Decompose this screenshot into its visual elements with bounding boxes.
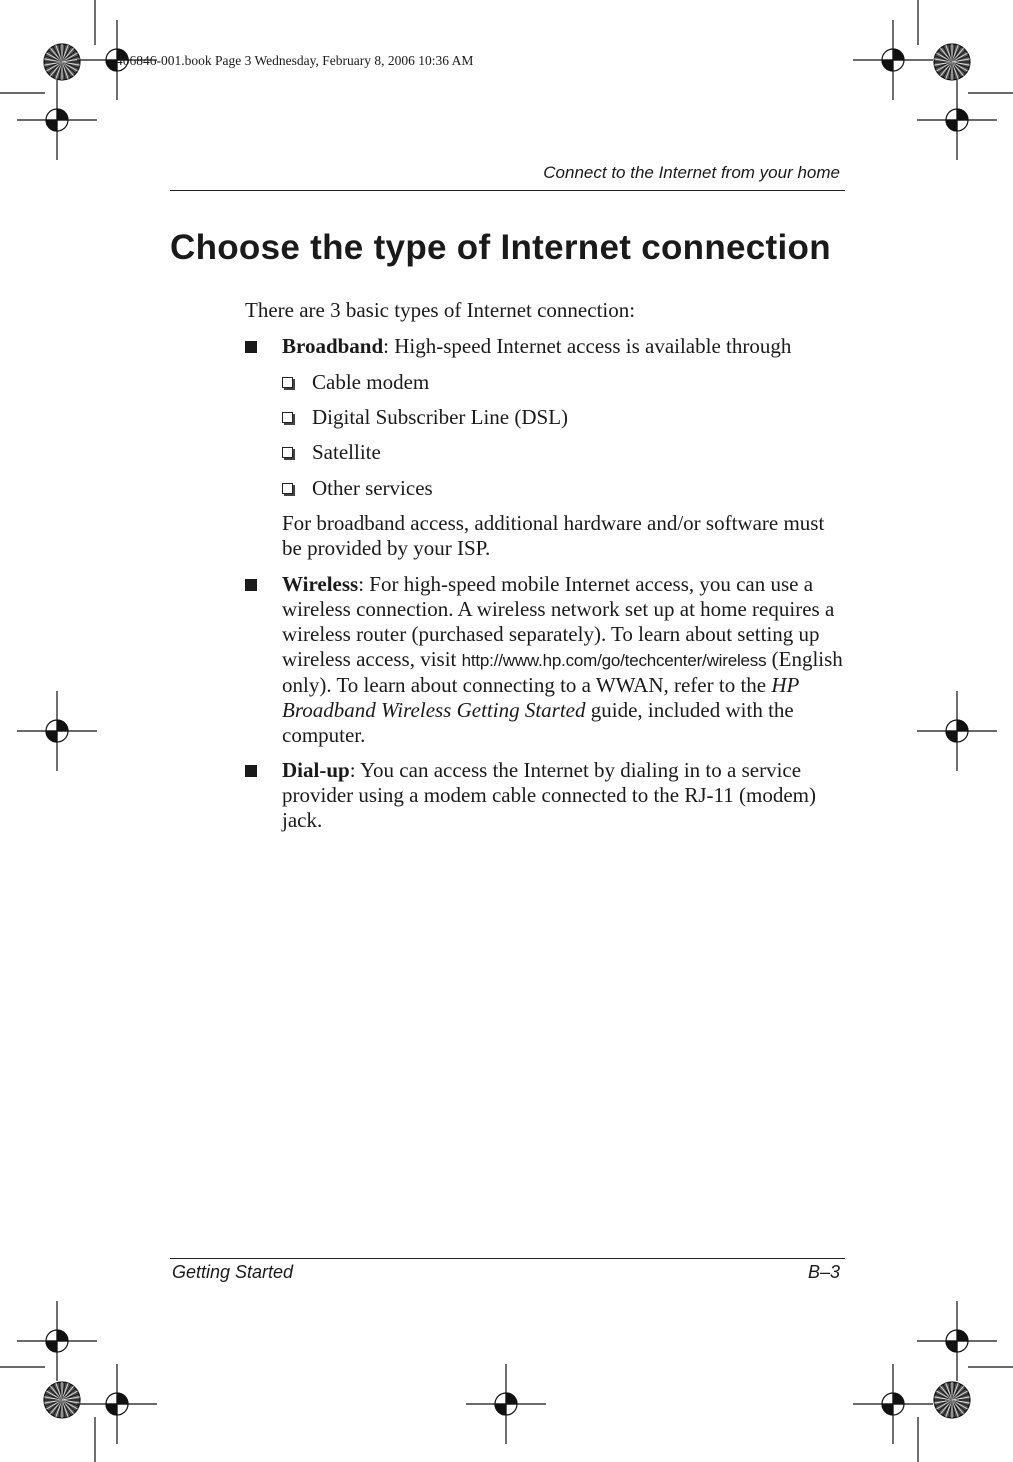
term: Broadband [282,334,384,358]
description: (English only). To learn about connecting to a WWAN, refer to the [282,647,843,697]
bullet-square-icon [245,579,257,591]
description: : For high-speed mobile Internet access, you can use a wireless connection. A wireless network set up at home requires a wireless router (purchased separately). To learn about setting up wireless access, visit [282,572,835,671]
registration-target-icon [466,1364,546,1444]
starburst-target-icon [44,1382,80,1418]
bullet-square-icon [245,765,257,777]
registration-target-icon [917,1301,997,1381]
term: Dial-up [282,758,350,782]
registration-target-icon [853,20,933,100]
term: Wireless [282,572,359,596]
bullet-square-icon [245,341,257,353]
bullet-text [282,334,847,359]
checkbox-bullet-icon [282,447,293,458]
registration-target-icon [917,691,997,771]
description: : High-speed Internet access is available through [383,334,792,358]
option-label: Cable modem [312,370,430,394]
description: : You can access the Internet by dialing in to a service provider using a modem cable connected to the RJ-11 (modem) jack. [282,758,816,832]
wireless-url-link[interactable]: http://www.hp.com/go/techcenter/wireless [461,651,767,670]
registration-target-icon [853,1364,933,1444]
checkbox-bullet-icon [282,483,293,494]
header-rule [170,190,845,191]
bullet-text [282,572,847,748]
page-number: B–3 [807,1262,840,1282]
option-label: Satellite [312,440,381,464]
registration-target-icon [17,1301,97,1381]
starburst-target-icon [44,44,80,80]
starburst-target-icon [934,1382,970,1418]
registration-target-icon [77,1364,157,1444]
intro-text: There are 3 basic types of Internet connection: [245,298,636,322]
option-label: Digital Subscriber Line (DSL) [312,405,569,429]
guide-title: HP Broadband Wireless Getting Started [282,673,799,722]
running-head: Connect to the Internet from your home [543,163,840,182]
description: guide, included with the computer. [282,698,794,747]
checkbox-bullet-icon [282,377,293,388]
starburst-target-icon [934,44,970,80]
footer-book-title: Getting Started [172,1262,294,1282]
bullet-text [282,758,847,833]
registration-target-icon [17,691,97,771]
registration-target-icon [917,80,997,160]
print-info: 406846-001.book Page 3 Wednesday, February 8, 2006 10:36 AM [116,53,474,68]
option-label: Other services [312,476,433,500]
checkbox-bullet-icon [282,412,293,423]
registration-target-icon [17,80,97,160]
section-title: Choose the type of Internet connection [170,228,831,267]
broadband-note: For broadband access, additional hardware and/or software must be provided by your ISP. [282,511,825,560]
footer-rule [170,1258,845,1259]
